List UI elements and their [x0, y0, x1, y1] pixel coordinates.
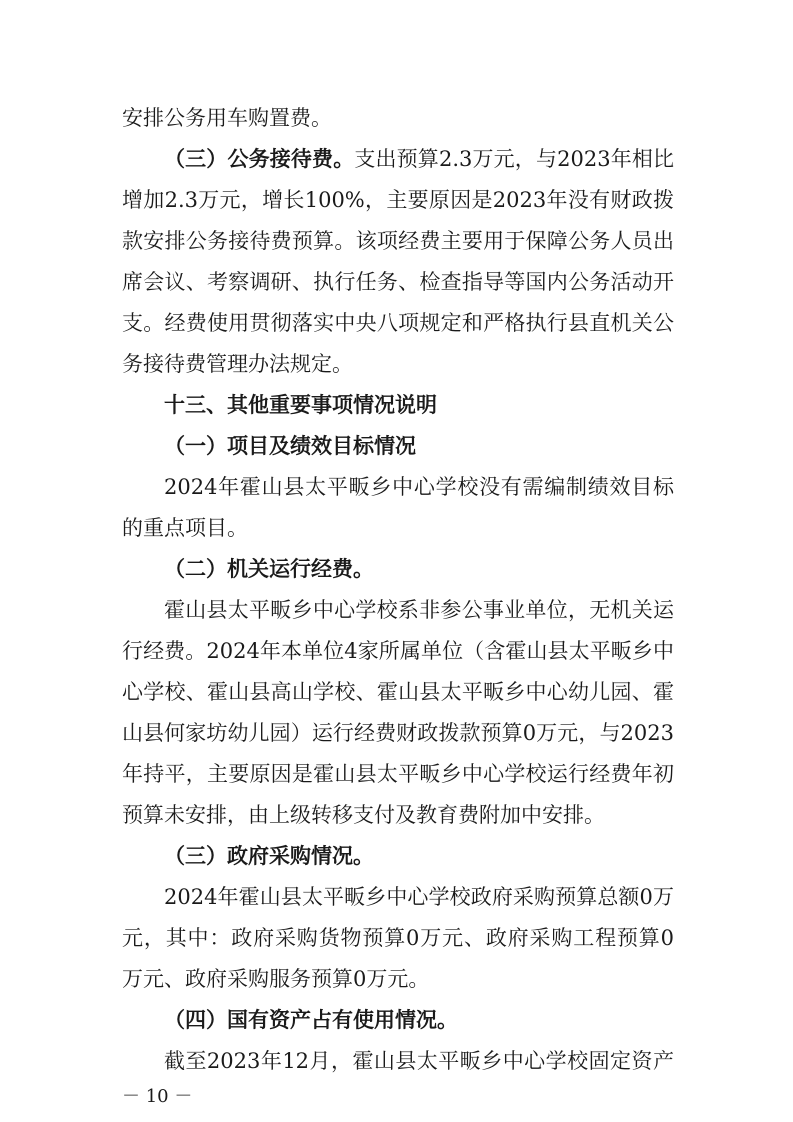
- text-line-22: 万元、政府采购服务预算0万元。: [122, 967, 430, 991]
- text-line-24: 截至2023年12月，霍山县太平畈乡中心学校固定资产: [164, 1049, 674, 1073]
- text-line-5: 席会议、考察调研、执行任务、检查指导等国内公务活动开: [122, 270, 674, 294]
- paragraph-gongwu-jiedai: [164, 145, 674, 173]
- section-heading-gongwu-jiedai: （三）公务接待费。: [164, 147, 355, 171]
- text-line-16: 山县何家坊幼儿园）运行经费财政拨款预算0万元，与2023: [122, 721, 674, 745]
- subsection-heading-4: （四）国有资产占有使用情况。: [164, 1008, 458, 1032]
- subsection-heading-1: （一）项目及绩效目标情况: [164, 434, 416, 458]
- text-line-1: 安排公务用车购置费。: [122, 106, 332, 130]
- text-line-7: 务接待费管理办法规定。: [122, 352, 353, 376]
- text-line-18: 预算未安排，由上级转移支付及教育费附加中安排。: [122, 803, 605, 827]
- text-line-17: 年持平，主要原因是霍山县太平畈乡中心学校运行经费年初: [122, 762, 674, 786]
- text-line-21: 元，其中：政府采购货物预算0万元、政府采购工程预算0: [122, 926, 674, 950]
- text-line-4: 款安排公务接待费预算。该项经费主要用于保障公务人员出: [122, 229, 674, 253]
- page-number: － 10 －: [122, 1086, 193, 1107]
- subsection-heading-2: （二）机关运行经费。: [164, 557, 374, 581]
- text-line-14: 行经费。2024年本单位4家所属单位（含霍山县太平畈乡中: [122, 639, 674, 663]
- text-line-15: 心学校、霍山县高山学校、霍山县太平畈乡中心幼儿园、霍: [122, 680, 674, 704]
- text-line-6: 支。经费使用贯彻落实中央八项规定和严格执行县直机关公: [122, 311, 674, 335]
- text-line-11: 的重点项目。: [122, 516, 248, 540]
- text-line-10: 2024年霍山县太平畈乡中心学校没有需编制绩效目标: [164, 475, 674, 499]
- text-line-13: 霍山县太平畈乡中心学校系非参公事业单位，无机关运: [164, 598, 674, 622]
- subsection-heading-3: （三）政府采购情况。: [164, 844, 374, 868]
- text-line-20: 2024年霍山县太平畈乡中心学校政府采购预算总额0万: [164, 885, 674, 909]
- text-line-3: 增加2.3万元，增长100%，主要原因是2023年没有财政拨: [122, 188, 674, 212]
- section-heading-13: 十三、其他重要事项情况说明: [164, 393, 437, 417]
- text-line-2: 支出预算2.3万元，与2023年相比: [354, 147, 674, 171]
